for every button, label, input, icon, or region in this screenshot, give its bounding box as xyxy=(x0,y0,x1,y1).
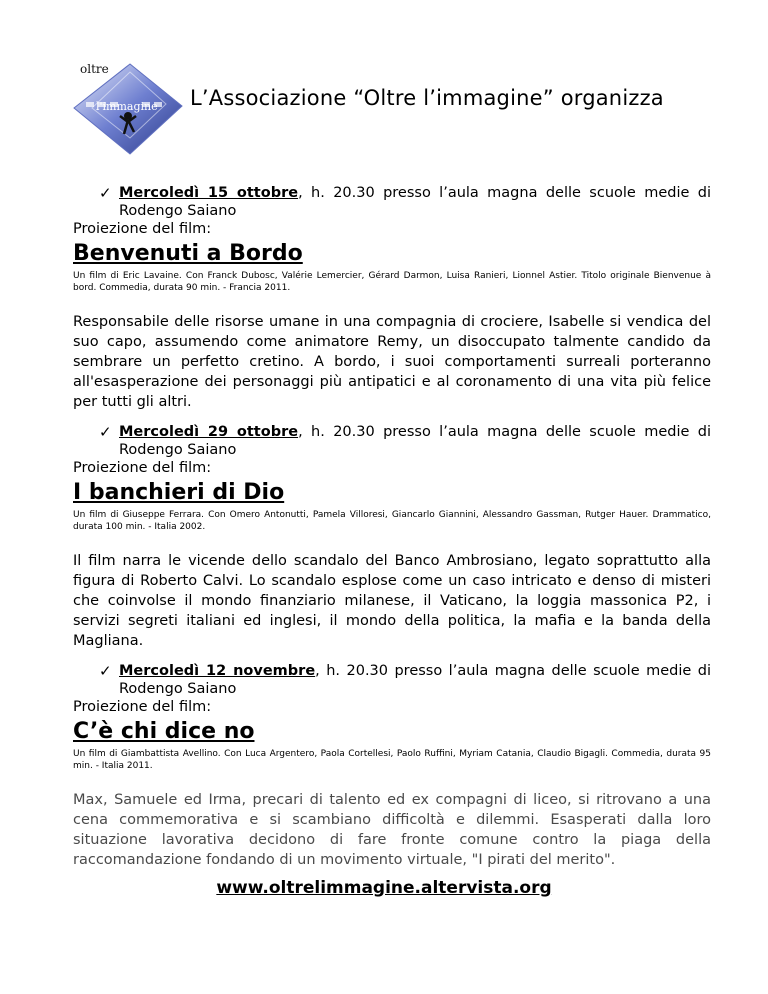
event-time-location: , h. 20.30 presso l’aula magna delle scuole medie di xyxy=(315,663,711,679)
event-2 xyxy=(73,423,711,651)
event-date: Mercoledì 12 novembre xyxy=(119,663,316,679)
logo-text-bottom: l'immagine xyxy=(96,100,158,113)
checkmark-icon: ✓ xyxy=(99,184,112,202)
film-synopsis: Max, Samuele ed Irma, precari di talento ed ex compagni di liceo, si ritrovano a una cena commemorativa e si scambiano difficoltà e dilemmi. Esasperati dalla loro situazione lavorativa decidono di fare fronte comune contro la piaga della raccomandazione fondando di un movimento virtuale, "I pirati del merito". xyxy=(73,792,711,868)
projection-label: Proiezione del film: xyxy=(73,460,212,476)
organizer-title: L’Associazione “Oltre l’immagine” organizza xyxy=(190,86,664,110)
event-date-line xyxy=(73,662,711,680)
film-credits: Un film di Giambattista Avellino. Con Luca Argentero, Paola Cortellesi, Paolo Ruffini, Myriam Catania, Claudio Bigagli. Commedia, durata 95 min. - Italia 2011. xyxy=(73,749,711,771)
event-date: Mercoledì 29 ottobre xyxy=(119,424,299,440)
film-title: C’è chi dice no xyxy=(73,719,255,744)
event-date-line xyxy=(73,423,711,441)
checkmark-icon: ✓ xyxy=(99,662,112,680)
event-time-location: , h. 20.30 presso l’aula magna delle scuole medie di xyxy=(298,424,711,440)
projection-label: Proiezione del film: xyxy=(73,699,212,715)
event-3 xyxy=(73,662,711,870)
film-credits: Un film di Eric Lavaine. Con Franck Dubosc, Valérie Lemercier, Gérard Darmon, Luisa Ranieri, Lionnel Astier. Titolo originale Bienvenue à bord. Commedia, durata 90 min. - Francia 2011. xyxy=(73,271,711,293)
checkmark-icon: ✓ xyxy=(99,423,112,441)
film-title: I banchieri di Dio xyxy=(73,480,285,505)
event-place: Rodengo Saiano xyxy=(119,442,237,458)
event-1 xyxy=(73,184,711,412)
projection-label: Proiezione del film: xyxy=(73,221,212,237)
film-credits: Un film di Giuseppe Ferrara. Con Omero Antonutti, Pamela Villoresi, Giancarlo Giannini, Alessandro Gassman, Rutger Hauer. Drammatico, durata 100 min. - Italia 2002. xyxy=(73,510,711,532)
event-date-line xyxy=(73,184,711,202)
film-synopsis: Il film narra le vicende dello scandalo del Banco Ambrosiano, legato soprattutto alla figura di Roberto Calvi. Lo scandalo esplose come un caso intricato e denso di misteri che coinvolse il mondo finanziario milanese, il Vaticano, la loggia massonica P2, i servizi segreti italiani ed inglesi, il mondo della politica, la mafia e la banda della Magliana. xyxy=(73,553,711,649)
association-logo xyxy=(66,58,186,158)
event-time-location: , h. 20.30 presso l’aula magna delle scuole medie di xyxy=(298,185,711,201)
film-title: Benvenuti a Bordo xyxy=(73,241,303,266)
film-synopsis: Responsabile delle risorse umane in una compagnia di crociere, Isabelle si vendica del suo capo, assumendo come animatore Remy, un disoccupato talmente candido da sembrare un perfetto cretino. A bordo, i suoi comportamenti surreali porteranno all'esasperazione dei personaggi più antipatici e al coronamento di una vita più felice per tutti gli altri. xyxy=(73,314,711,410)
website-link[interactable]: www.oltrelimmagine.altervista.org xyxy=(216,878,552,898)
event-place: Rodengo Saiano xyxy=(119,681,237,697)
logo-text-top: oltre xyxy=(80,62,109,76)
event-place: Rodengo Saiano xyxy=(119,203,237,219)
event-date: Mercoledì 15 ottobre xyxy=(119,185,299,201)
